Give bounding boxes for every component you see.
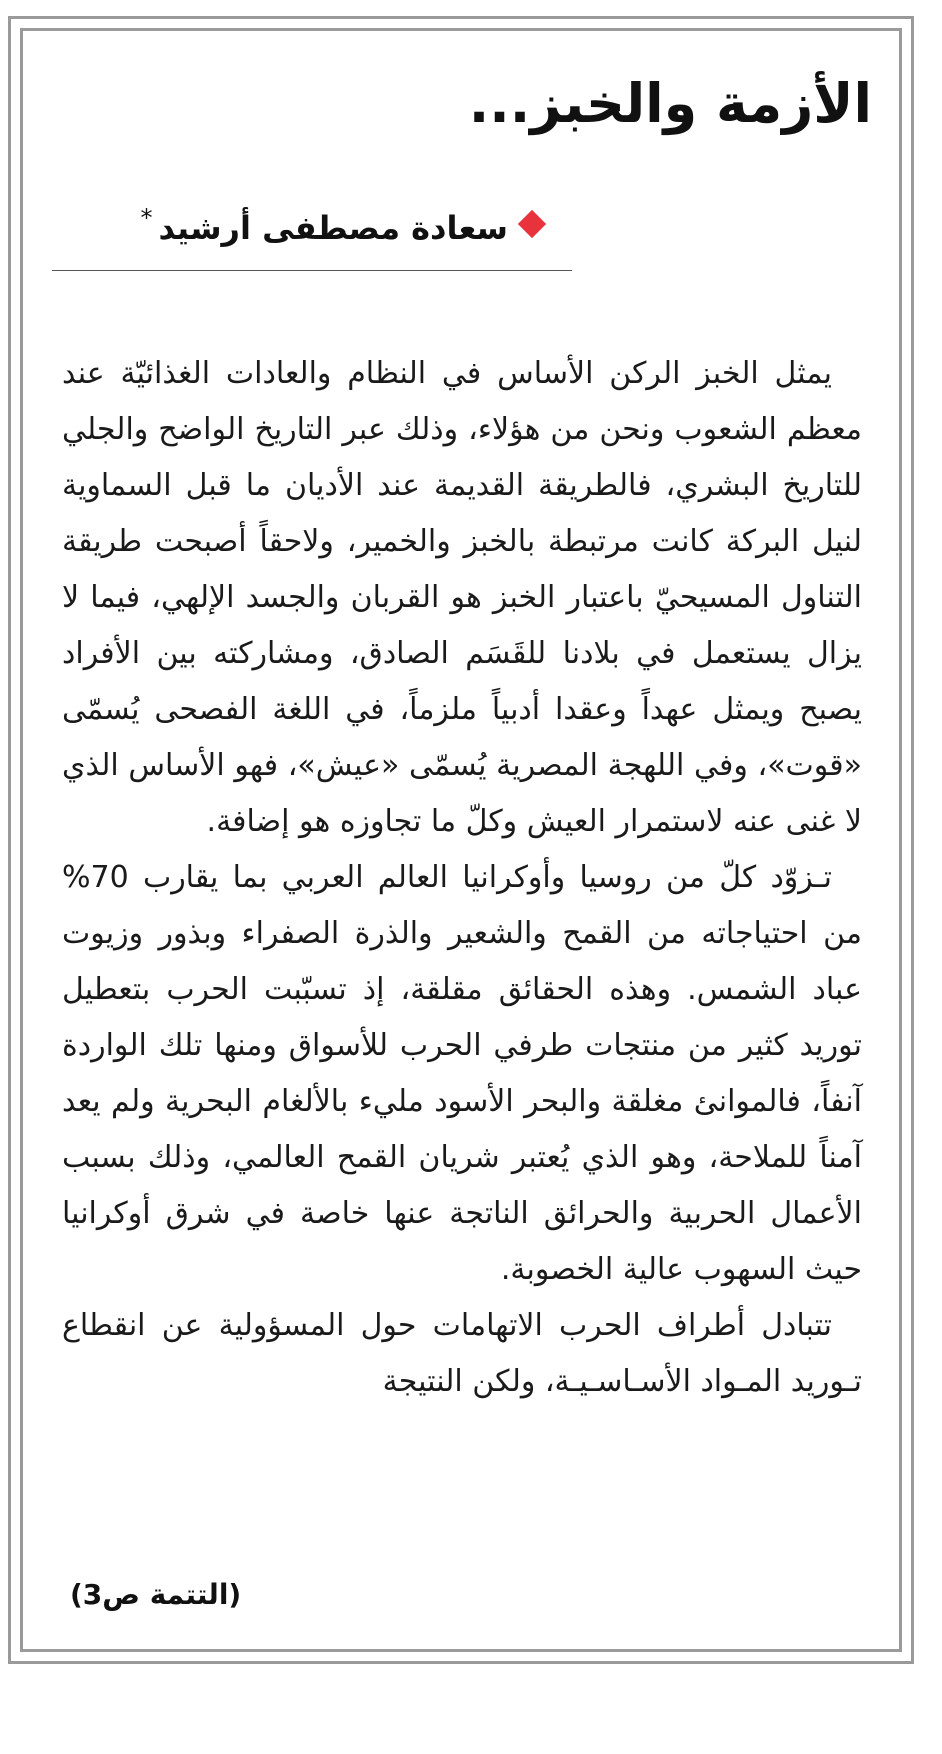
author-footnote-mark: * <box>140 204 153 232</box>
paragraph-2: تـزوّد كلّ من روسيا وأوكرانيا العالم العربي بما يقارب 70% من احتياجاته من القمح والشعير والذرة الصفراء وبذور وزيوت عباد الشمس. وهذه الحقائق مقلقة، إذ تسبّبت الحرب بتعطيل توريد كثير من منتجات طرفي الحرب للأسواق ومنها تلك الواردة آنفاً، فالموانئ مغلقة والبحر الأسود مليء بالألغام البحرية ولم يعد آمناً للملاحة، وهو الذي يُعتبر شريان القمح العالمي، وذلك بسبب الأعمال الحربية والحرائق الناتجة عنها خاصة في شرق أوكرانيا حيث السهوب عالية الخصوبة. <box>62 860 862 1287</box>
continued-note: (التتمة ص3) <box>70 1578 242 1611</box>
byline-divider <box>52 270 572 271</box>
byline <box>62 200 542 260</box>
diamond-bullet-icon <box>518 210 546 238</box>
article-body <box>62 346 862 1410</box>
paragraph-3: تتبادل أطراف الحرب الاتهامات حول المسؤولية عن انقطاع تـوريد المـواد الأسـاسـيـة، ولكن النتيجة <box>62 1308 862 1399</box>
article-headline: الأزمة والخبز... <box>468 72 872 135</box>
paragraph-1: يمثل الخبز الركن الأساس في النظام والعادات الغذائيّة عند معظم الشعوب ونحن من هؤلاء، وذلك عبر التاريخ الواضح والجلي للتاريخ البشري، فالطريقة القديمة عند الأديان ما قبل السماوية لنيل البركة كانت مرتبطة بالخبز والخمير، ولاحقاً أصبحت طريقة التناول المسيحيّ باعتبار الخبز هو القربان والجسد الإلهي، فيما لا يزال يستعمل في بلادنا للقَسَم الصادق، ومشاركته بين الأفراد يصبح ويمثل عهداً وعقدا أدبياً ملزماً، في اللغة الفصحى يُسمّى «قوت»، وفي اللهجة المصرية يُسمّى «عيش»، فهو الأساس الذي لا غنى عنه لاستمرار العيش وكلّ ما تجاوزه هو إضافة. <box>62 356 862 839</box>
author-name: سعادة مصطفى أرشيد <box>158 209 508 247</box>
